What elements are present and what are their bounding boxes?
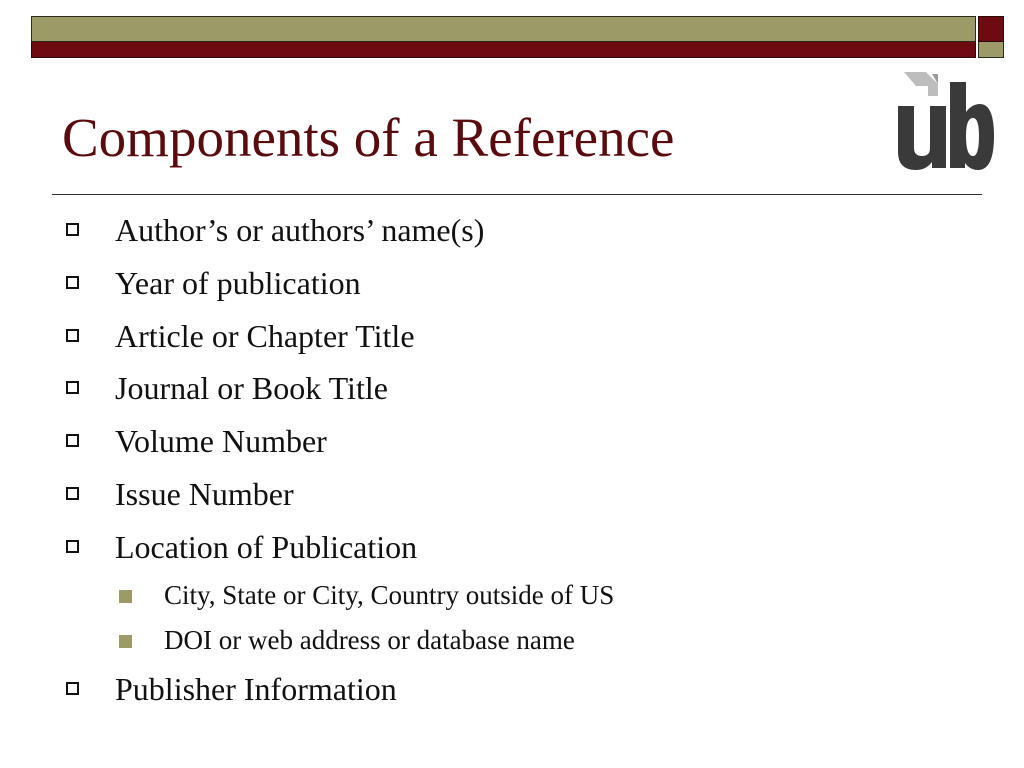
hollow-square-bullet-icon bbox=[66, 329, 79, 342]
hollow-square-bullet-icon bbox=[66, 381, 79, 394]
list-item bbox=[115, 425, 327, 457]
hollow-square-bullet-icon bbox=[66, 540, 79, 553]
list-item-text: Publisher Information bbox=[115, 671, 397, 707]
list-item bbox=[115, 531, 417, 563]
list-item bbox=[115, 214, 484, 246]
list-item bbox=[115, 478, 294, 510]
list-item bbox=[115, 372, 388, 404]
list-item-text: Article or Chapter Title bbox=[115, 318, 415, 354]
list-item bbox=[115, 267, 361, 299]
list-item-text: Author’s or authors’ name(s) bbox=[115, 212, 485, 248]
list-item-text: Location of Publication bbox=[115, 529, 418, 565]
list-item-text: Issue Number bbox=[115, 476, 294, 512]
hollow-square-bullet-icon bbox=[66, 223, 79, 236]
sub-list-item bbox=[164, 627, 575, 654]
list-item bbox=[115, 673, 397, 705]
list-item-text: Year of publication bbox=[115, 265, 361, 301]
sub-list-item bbox=[164, 582, 614, 609]
sub-list-item-text: City, State or City, Country outside of US bbox=[164, 580, 615, 610]
filled-square-bullet-icon bbox=[119, 590, 132, 603]
list-item-text: Journal or Book Title bbox=[115, 370, 388, 406]
list-item-text: Volume Number bbox=[115, 423, 327, 459]
slide-title: Components of a Reference bbox=[62, 107, 675, 168]
filled-square-bullet-icon bbox=[119, 635, 132, 648]
sub-list-item-text: DOI or web address or database name bbox=[164, 625, 575, 655]
list-item bbox=[115, 320, 415, 352]
hollow-square-bullet-icon bbox=[66, 434, 79, 447]
svg-text:ub: ub bbox=[944, 173, 946, 174]
hollow-square-bullet-icon bbox=[66, 487, 79, 500]
hollow-square-bullet-icon bbox=[66, 682, 79, 695]
hollow-square-bullet-icon bbox=[66, 276, 79, 289]
